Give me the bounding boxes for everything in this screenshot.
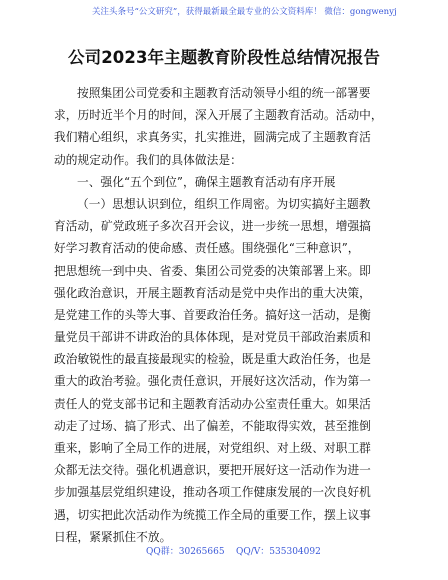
paragraph-line: 强化政治意识，开展主题教育活动是党中央作出的重大决策， — [54, 285, 371, 300]
paragraph-line: 责任人的党支部书记和主题教育活动办公室责任重大。如果活 — [54, 396, 371, 411]
paragraph-line: 按照集团公司党委和主题教育活动领导小组的统一部署要 — [77, 86, 371, 100]
contact-footer — [0, 545, 448, 559]
paragraph-line: 我们精心组织，求真务实，扎实推进，圆满完成了主题教育活 — [54, 130, 371, 145]
paragraph-line: 育活动，矿党政班子多次召开会议，进一步统一思想，增强搞 — [54, 219, 371, 234]
paragraph-line: 动走了过场、搞了形式、出了偏差，不能取得实效，甚至推倒 — [54, 418, 371, 433]
paragraph-line: 量党员干部讲不讲政治的具体体现，是对党员干部政治素质和 — [54, 330, 371, 345]
qq-contact-number: QQ/V：535304092 — [236, 547, 321, 557]
paragraph-line: 是党建工作的头等大事、首要政治任务。搞好这一活动，是衡 — [54, 307, 371, 322]
paragraph-line: 好学习教育活动的使命感、责任感。围绕强化“三种意识”， — [54, 241, 360, 256]
paragraph-line: 动的规定动作。我们的具体做法是： — [54, 152, 242, 167]
paragraph-line: 日程，紧紧抓住不放。 — [54, 529, 172, 544]
qq-group-number: QQ群：30265665 — [146, 547, 225, 557]
paragraph-line: 众都无法交待。强化机遇意识，要把开展好这一活动作为进一 — [54, 463, 371, 478]
section-heading: 一、强化“五个到位”，确保主题教育活动有序开展 — [77, 174, 336, 189]
paragraph-line: 重来，影响了全局工作的进展，对党组织、对上级、对职工群 — [54, 441, 371, 455]
paragraph-line: 重大的政治考验。强化责任意识，开展好这次活动，作为第一 — [54, 374, 371, 389]
paragraph-line: 遇，切实把此次活动作为统揽工作全局的重要工作，摆上议事 — [54, 507, 371, 522]
paragraph-line: 步加强基层党组织建设，推动各项工作健康发展的一次良好机 — [54, 485, 371, 500]
document-title: 公司2023年主题教育阶段性总结情况报告 — [68, 48, 380, 67]
paragraph-line: 政治敏锐性的最直接最现实的检验，既是重大政治任务，也是 — [54, 352, 371, 367]
paragraph-line: （一）思想认识到位，组织工作周密。为切实搞好主题教 — [77, 196, 371, 211]
document-body — [54, 82, 404, 548]
promo-banner: 关注头条号“公文研究”，获得最新最全最专业的公文资料库！ 微信：gongwenyj — [92, 7, 397, 17]
paragraph-line: 把思想统一到中央、省委、集团公司党委的决策部署上来。即 — [54, 263, 371, 278]
paragraph-line: 求，历时近半个月的时间，深入开展了主题教育活动。活动中， — [54, 108, 383, 123]
